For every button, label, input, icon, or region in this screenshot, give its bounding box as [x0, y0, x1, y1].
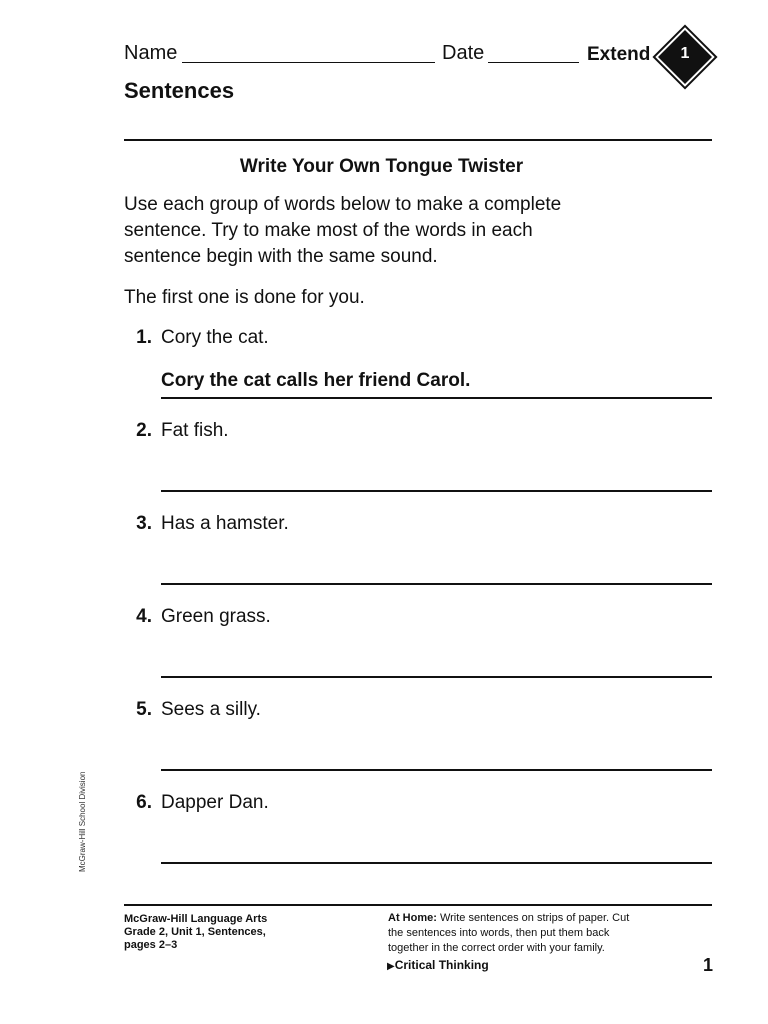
critical-thinking [387, 958, 489, 972]
publisher-credit: McGraw-Hill School Division [78, 771, 87, 872]
critical-thinking-label: Critical Thinking [394, 958, 489, 972]
item-number: 5. [136, 699, 152, 720]
name-field-line[interactable] [182, 62, 435, 63]
instruction-line: Use each group of words below to make a complete [124, 194, 562, 215]
footer-source-line: pages 2–3 [124, 939, 178, 951]
answer-line[interactable] [161, 769, 712, 771]
at-home-note [388, 911, 638, 956]
item-prompt: Green grass. [161, 606, 271, 627]
lesson-number: 1 [680, 45, 690, 62]
name-label: Name [124, 42, 178, 64]
page-title: Sentences [124, 78, 235, 103]
answer-line[interactable] [161, 676, 712, 678]
item-number: 6. [136, 792, 152, 813]
item-number: 4. [136, 606, 152, 627]
item-prompt: Fat fish. [161, 420, 229, 441]
footer-source [124, 913, 267, 952]
arrow-icon: ▶ [387, 961, 395, 972]
answer-line[interactable] [161, 490, 712, 492]
sample-answer: Cory the cat calls her friend Carol. [161, 370, 471, 391]
at-home-text: Write sentences on strips of paper. Cut [439, 912, 630, 924]
footer-source-line: Grade 2, Unit 1, Sentences, [124, 926, 266, 938]
at-home-text: together in the correct order with your family. [388, 942, 605, 954]
item-prompt: Dapper Dan. [161, 792, 269, 813]
instruction-line: sentence begin with the same sound. [124, 246, 438, 267]
footer-source-line: McGraw-Hill Language Arts [124, 913, 268, 925]
item-prompt: Has a hamster. [161, 513, 289, 534]
activity-subtitle: Write Your Own Tongue Twister [239, 156, 524, 177]
at-home-text: the sentences into words, then put them back [388, 927, 610, 939]
answer-line[interactable] [161, 397, 712, 399]
at-home-label: At Home: [388, 912, 437, 924]
instructions [124, 192, 684, 270]
extend-label: Extend [587, 44, 651, 65]
instruction-line: sentence. Try to make most of the words in each [124, 220, 533, 241]
note-text: The first one is done for you. [124, 287, 365, 308]
footer-divider [124, 904, 712, 906]
item-number: 1. [136, 327, 152, 348]
date-field-line[interactable] [488, 62, 579, 63]
answer-line[interactable] [161, 862, 712, 864]
item-prompt: Cory the cat. [161, 327, 269, 348]
item-prompt: Sees a silly. [161, 699, 261, 720]
header-divider [124, 139, 712, 141]
item-number: 3. [136, 513, 152, 534]
answer-line[interactable] [161, 583, 712, 585]
page-number: 1 [703, 955, 714, 975]
item-number: 2. [136, 420, 152, 441]
date-label: Date [442, 42, 485, 64]
